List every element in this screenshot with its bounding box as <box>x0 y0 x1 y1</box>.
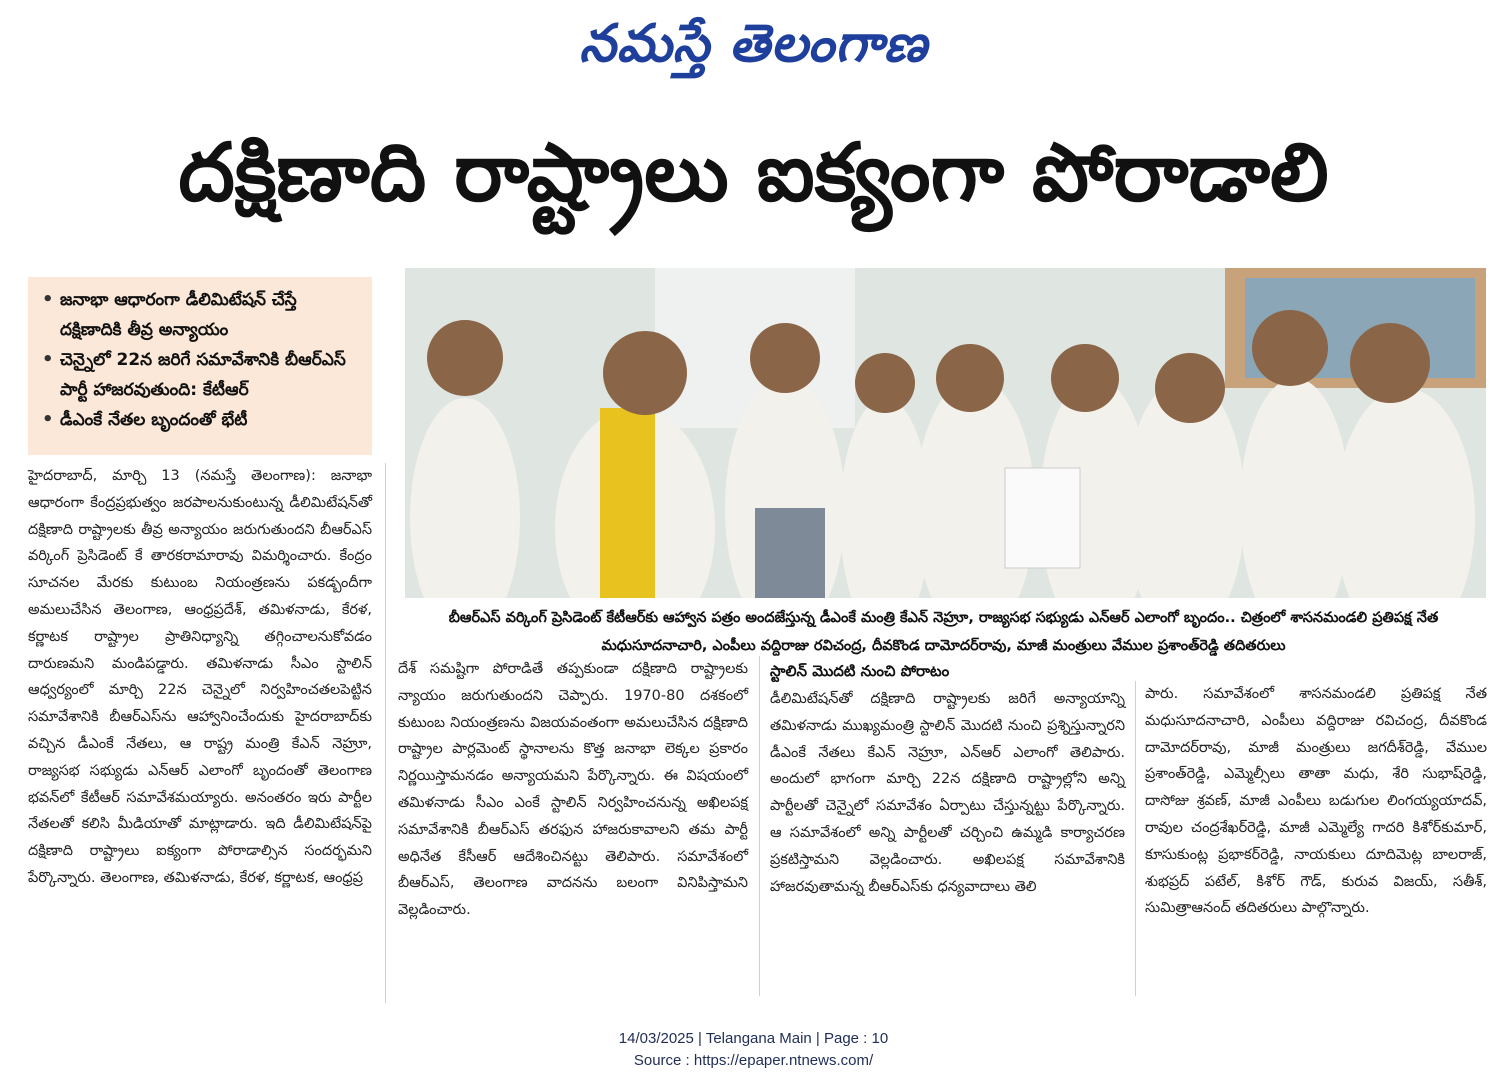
photo-caption: బీఆర్ఎస్ వర్కింగ్ ప్రెసిడెంట్ కేటీఆర్‌కు ఆహ్వాన పత్రం అందజేస్తున్న డీఎంకే మంత్రి కేఎన్ నెహ్రూ, రాజ్యసభ సభ్యుడు ఎన్ఆర్ ఎలాంగో బృందం.. చిత్రంలో శాసనమండలి ప్రతిపక్ష నేత మధుసూదనాచారి, ఎంపీలు వద్దిరాజు రవిచంద్ర, దీవకొండ దామోదర్‌రావు, మాజీ మంత్రులు వేముల ప్రశాంత్‌రెడ్డి తదితరులు <box>448 610 1439 654</box>
column-divider <box>759 656 760 996</box>
footer <box>0 1028 1507 1072</box>
highlight-item <box>42 285 362 345</box>
highlight-item <box>42 405 362 435</box>
article-text: దేశ్ సమష్టిగా పోరాడితే తప్పకుండా దక్షిణాది రాష్ట్రాలకు న్యాయం జరుగుతుందని చెప్పారు. 1970-80 దశకంలో కుటుంబ నియంత్రణను విజయవంతంగా అమలుచేసిన దక్షిణాది రాష్ట్రాల పార్లమెంట్ స్థానాలను కొత్త జనాభా లెక్కల ప్రకారం నిర్ణయిస్తామనడం అన్యాయమని పేర్కొన్నారు. ఈ విషయంలో తమిళనాడు సీఎం ఎంకే స్టాలిన్ నిర్వహించనున్న అఖిలపక్ష సమావేశానికి బీఆర్ఎస్ తరఫున హాజరుకావాలని తమ పార్టీ అధినేత కేసీఆర్ ఆదేశించినట్టు తెలిపారు. సమావేశంలో బీఆర్ఎస్, తెలంగాణ వాదనను బలంగా వినిపిస్తామని వెల్లడించారు. <box>398 661 748 919</box>
photo-illustration <box>405 268 1486 598</box>
bullet-icon: • <box>42 289 54 310</box>
subheading: స్టాలిన్ మొదటి నుంచి పోరాటం <box>770 662 950 680</box>
highlight-item <box>42 345 362 405</box>
article-text: డీలిమిటేషన్‌తో దక్షిణాది రాష్ట్రాలకు జరిగే అన్యాయాన్ని తమిళనాడు ముఖ్యమంత్రి స్టాలిన్ మొదటి నుంచి ప్రశ్నిస్తున్నారని డీఎంకే నేతలు కేఎన్ నెహ్రూ, ఎన్ఆర్ ఎలాంగో తెలిపారు. అందులో భాగంగా మార్చి 22న దక్షిణాది రాష్ట్రాల్లోని అన్ని పార్టీలతో చెన్నైలో సమావేశం ఏర్పాటు చేస్తున్నట్టు పేర్కొన్నారు. ఆ సమావేశంలో అన్ని పార్టీలతో చర్చించి ఉమ్మడి కార్యాచరణ ప్రకటిస్తామని వెల్లడించారు. అఖిలపక్ష సమావేశానికి హాజరవుతామన్న బీఆర్ఎస్‌కు ధన్యవాదాలు తెలి <box>770 691 1125 895</box>
masthead <box>0 8 1507 80</box>
news-photo <box>405 268 1486 598</box>
highlights-box <box>28 277 372 455</box>
article-text: హైదరాబాద్, మార్చి 13 (నమస్తే తెలంగాణ): జనాభా ఆధారంగా కేంద్రప్రభుత్వం జరపాలనుకుంటున్న డీలిమిటేషన్‌తో దక్షిణాది రాష్ట్రాలకు తీవ్ర అన్యాయం జరుగుతుందని బీఆర్ఎస్ వర్కింగ్ ప్రెసిడెంట్ కే తారకరామారావు విమర్శించారు. కేంద్రం సూచనల మేరకు కుటుంబ నియంత్రణను పకడ్బందీగా అమలుచేసిన తెలంగాణ, ఆంధ్రప్రదేశ్, తమిళనాడు, కేరళ, కర్ణాటక రాష్ట్రాల ప్రాతినిధ్యాన్ని తగ్గించాలనుకోవడం దారుణమని మండిపడ్డారు. తమిళనాడు సీఎం స్టాలిన్ ఆధ్వర్యంలో మార్చి 22న చెన్నైలో నిర్వహించతలపెట్టిన సమావేశానికి బీఆర్ఎస్‌ను ఆహ్వానించేందుకు హైదరాబాద్‌కు వచ్చిన డీఎంకే నేతలు, ఆ రాష్ట్ర మంత్రి కేఎన్ నెహ్రూ, రాజ్యసభ సభ్యుడు ఎన్ఆర్ ఎలాంగో బృందంతో తెలంగాణ భవన్‌లో కేటీఆర్ సమావేశమయ్యారు. అనంతరం ఇరు పార్టీల నేతలతో కలిసి మీడియాతో మాట్లాడారు. ఇది డీలిమిటేషన్‌పై దక్షిణాది రాష్ట్రాలు ఐక్యంగా పోరాడాల్సిన సందర్భమని పేర్కొన్నారు. తెలంగాణ, తమిళనాడు, కేరళ, కర్ణాటక, ఆంధ్రప్ర <box>28 468 372 886</box>
highlight-text: చెన్నైలో 22న జరిగే సమావేశానికి బీఆర్ఎస్ పార్టీ హాజరవుతుంది: కేటీఆర్ <box>60 350 346 400</box>
article-column-1 <box>28 463 372 892</box>
headline: దక్షిణాది రాష్ట్రాలు ఐక్యంగా పోరాడాలి <box>178 126 1329 219</box>
highlight-text: డీఎంకే నేతల బృందంతో భేటీ <box>60 410 248 430</box>
masthead-logo: నమస్తే తెలంగాణ <box>579 13 928 74</box>
article-text: పారు. సమావేశంలో శాసనమండలి ప్రతిపక్ష నేత మధుసూదనాచారి, ఎంపీలు వద్దిరాజు రవిచంద్ర, దీవకొండ దామోదర్‌రావు, మాజీ మంత్రులు జగదీశ్‌రెడ్డి, వేముల ప్రశాంత్‌రెడ్డి, ఎమ్మెల్సీలు తాతా మధు, శేరి సుభాష్‌రెడ్డి, దాసోజు శ్రవణ్, మాజీ ఎంపీలు బడుగుల లింగయ్యయాదవ్, రావుల చంద్రశేఖర్‌రెడ్డి, మాజీ ఎమ్మెల్యే గాదరి కిశోర్‌కుమార్, కూసుకుంట్ల ప్రభాకర్‌రెడ్డి, నాయకులు దూదిమెట్ల బాలరాజ్, శుభప్రద్ పటేల్, కిశోర్ గౌడ్, కురువ విజయ్, సతీశ్, సుమిత్రాఆనంద్ తదితరులు పాల్గొన్నారు. <box>1145 686 1487 917</box>
highlight-text: జనాభా ఆధారంగా డీలిమిటేషన్ చేస్తే దక్షిణాదికి తీవ్ర అన్యాయం <box>60 290 297 340</box>
article-column-4 <box>1145 681 1487 922</box>
column-divider <box>1135 681 1136 996</box>
article-column-2 <box>398 656 748 924</box>
column-divider <box>385 463 386 1003</box>
article-column-3 <box>770 656 1125 900</box>
footer-source: Source : https://epaper.ntnews.com/ <box>633 1052 874 1069</box>
bullet-icon: • <box>42 409 54 430</box>
footer-date-page: 14/03/2025 | Telangana Main | Page : 10 <box>618 1030 889 1047</box>
bullet-icon: • <box>42 349 54 370</box>
